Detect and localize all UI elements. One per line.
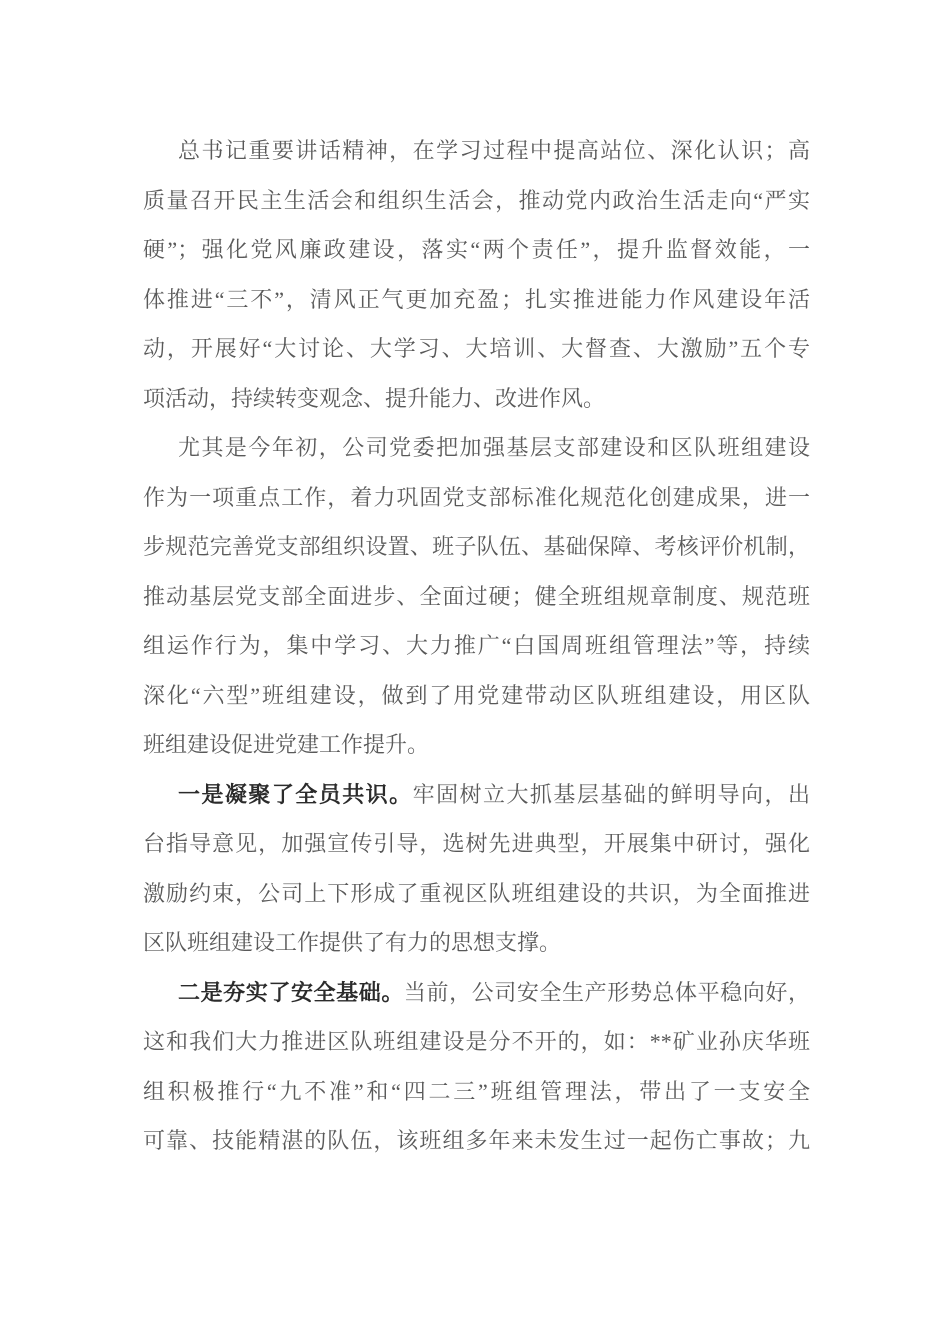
text-run: 作为一项重点工作，着力巩固党支部标准化规范化创建成果，进一 (143, 484, 810, 510)
text-line (143, 324, 810, 374)
text-run: 组积极推行“九不准”和“四二三”班组管理法，带出了一支安全 (143, 1078, 810, 1104)
text-line (143, 522, 810, 572)
text-run: 当前，公司安全生产形势总体平稳向好， (403, 979, 810, 1005)
text-run: 台指导意见，加强宣传引导，选树先进典型，开展集中研讨，强化 (143, 831, 810, 856)
text-line (143, 572, 810, 622)
text-run: 区队班组建设工作提供了有力的思想支撑。 (143, 930, 562, 955)
text-line (143, 423, 810, 473)
text-run: 可靠、技能精湛的队伍，该班组多年来未发生过一起伤亡事故；九 (143, 1128, 810, 1153)
text-run: 激励约束，公司上下形成了重视区队班组建设的共识，为全面推进 (143, 880, 810, 906)
bold-text-run: 一是凝聚了全员共识。 (178, 781, 413, 807)
text-line (143, 968, 810, 1018)
text-run: 动，开展好“大讨论、大学习、大培训、大督查、大激励”五个专 (143, 336, 810, 361)
text-run: 牢固树立大抓基层基础的鲜明导向，出 (412, 781, 810, 807)
text-line (143, 819, 810, 869)
text-line (143, 473, 810, 523)
text-run: 总书记重要讲话精神，在学习过程中提高站位、深化认识；高 (178, 138, 810, 163)
text-run: 质量召开民主生活会和组织生活会，推动党内政治生活走向“严实 (143, 187, 810, 213)
text-run: 这和我们大力推进区队班组建设是分不开的，如：**矿业孙庆华班 (143, 1029, 810, 1054)
text-run: 硬”；强化党风廉政建设，落实“两个责任”，提升监督效能，一 (143, 237, 810, 262)
text-run: 步规范完善党支部组织设置、班子队伍、基础保障、考核评价机制， (143, 534, 810, 559)
document-body (143, 126, 810, 1166)
text-run: 体推进“三不”，清风正气更加充盈；扎实推进能力作风建设年活 (143, 286, 810, 312)
text-line (143, 869, 810, 919)
text-run: 推动基层党支部全面进步、全面过硬；健全班组规章制度、规范班 (143, 583, 810, 609)
text-run: 项活动，持续转变观念、提升能力、改进作风。 (143, 385, 606, 411)
text-line (143, 621, 810, 671)
text-run: 深化“六型”班组建设，做到了用党建带动区队班组建设，用区队 (143, 682, 810, 708)
text-line (143, 374, 810, 424)
text-line (143, 225, 810, 275)
text-run: 组运作行为，集中学习、大力推广“白国周班组管理法”等，持续 (143, 633, 810, 658)
text-line (143, 1067, 810, 1117)
text-line (143, 770, 810, 820)
bold-text-run: 二是夯实了安全基础。 (178, 979, 404, 1005)
text-line (143, 1116, 810, 1166)
text-run: 班组建设促进党建工作提升。 (143, 732, 430, 757)
text-line (143, 126, 810, 176)
text-run: 尤其是今年初，公司党委把加强基层支部建设和区队班组建设 (178, 435, 810, 460)
text-line (143, 671, 810, 721)
text-line (143, 918, 810, 968)
text-line (143, 1017, 810, 1067)
text-line (143, 720, 810, 770)
text-line (143, 275, 810, 325)
text-line (143, 176, 810, 226)
